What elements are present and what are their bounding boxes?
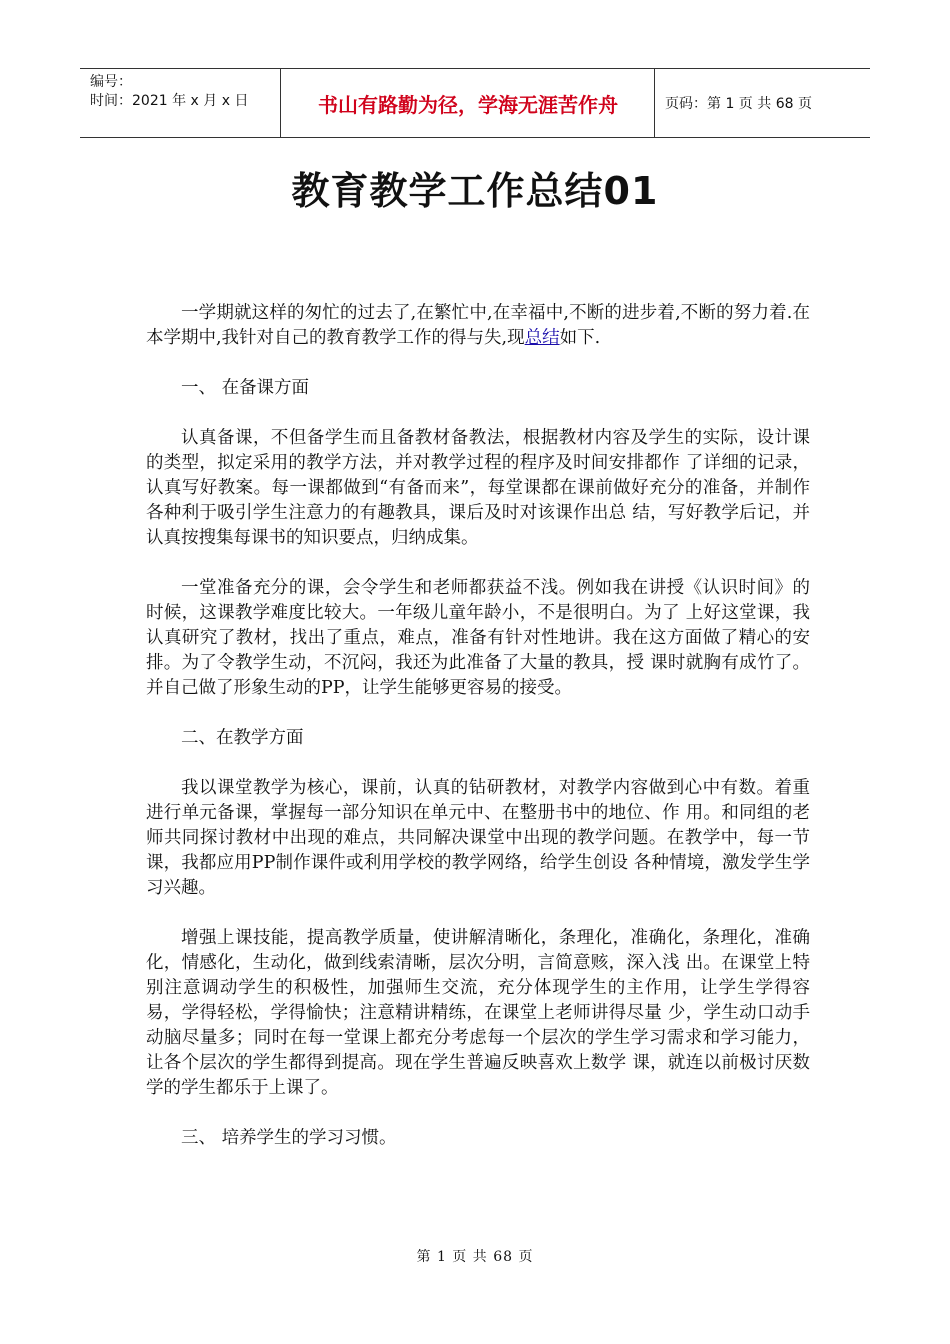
header-meta-cell — [80, 69, 281, 137]
document-body — [146, 301, 810, 1176]
intro-text-end: 如下. — [559, 328, 601, 348]
document-date-label: 时间：2021 年 x 月 x 日 — [90, 93, 249, 109]
section3-heading: 三、 培养学生的学习习惯。 — [181, 1128, 397, 1148]
document-title: 教育教学工作总结01 — [291, 169, 659, 213]
header-page-info: 页码：第 1 页 共 68 页 — [665, 96, 812, 112]
section2-heading: 二、在教学方面 — [181, 728, 304, 748]
section2-paragraph-1: 我以课堂教学为核心，课前，认真的钻研教材，对教学内容做到心中有数。着重进行单元备课，掌握每一部分知识在单元中、在整册书中的地位、作 用。和同组的老师共同探讨教材中出现的难点，共同解决课堂中出现的教学问题。在教学中，每一节课，我都应用PP制作课件或利用学校的教学网络，给学生创设 各种情境，激发学生学习兴趣。 — [146, 778, 810, 898]
section1-paragraph-2: 一堂准备充分的课，会令学生和老师都获益不浅。例如我在讲授《认识时间》的时候，这课教学难度比较大。一年级儿童年龄小，不是很明白。为了 上好这堂课，我认真研究了教材，找出了重点，难点，准备有针对性地讲。我在这方面做了精心的安排。为了令教学生动，不沉闷，我还为此准备了大量的教具，授 课时就胸有成竹了。并自己做了形象生动的PP，让学生能够更容易的接受。 — [146, 578, 810, 698]
intro-text: 一学期就这样的匆忙的过去了,在繁忙中,在幸福中,不断的进步着,不断的努力着.在本学期中,我针对自己的教育教学工作的得与失,现 — [146, 303, 810, 348]
page-footer: 第 1 页 共 68 页 — [416, 1249, 534, 1265]
header-motto: 书山有路勤为径，学海无涯苦作舟 — [282, 69, 655, 137]
section1-heading: 一、 在备课方面 — [181, 378, 310, 398]
document-number-label: 编号： — [90, 74, 132, 90]
header-table — [80, 68, 870, 138]
section2-paragraph-2: 增强上课技能，提高教学质量，使讲解清晰化，条理化，准确化，条理化，准确化，情感化，生动化，做到线索清晰，层次分明，言简意赅，深入浅 出。在课堂上特别注意调动学生的积极性，加强师生交流，充分体现学生的主作用，让学生学得容易，学得轻松，学得愉快；注意精讲精练，在课堂上老师讲得尽量 少，学生动口动手动脑尽量多；同时在每一堂课上都充分考虑每一个层次的学生学习需求和学习能力，让各个层次的学生都得到提高。现在学生普遍反映喜欢上数学 课，就连以前极讨厌数学的学生都乐于上课了。 — [146, 928, 810, 1098]
intro-paragraph — [146, 301, 810, 351]
section1-paragraph-1: 认真备课，不但备学生而且备教材备教法，根据教材内容及学生的实际，设计课的类型，拟定采用的教学方法，并对教学过程的程序及时间安排都作 了详细的记录，认真写好教案。每一课都做到“有备而来”，每堂课都在课前做好充分的准备，并制作各种利于吸引学生注意力的有趣教具，课后及时对该课作出总 结，写好教学后记，并认真按搜集每课书的知识要点，归纳成集。 — [146, 428, 810, 548]
summary-link[interactable]: 总结 — [524, 328, 560, 348]
